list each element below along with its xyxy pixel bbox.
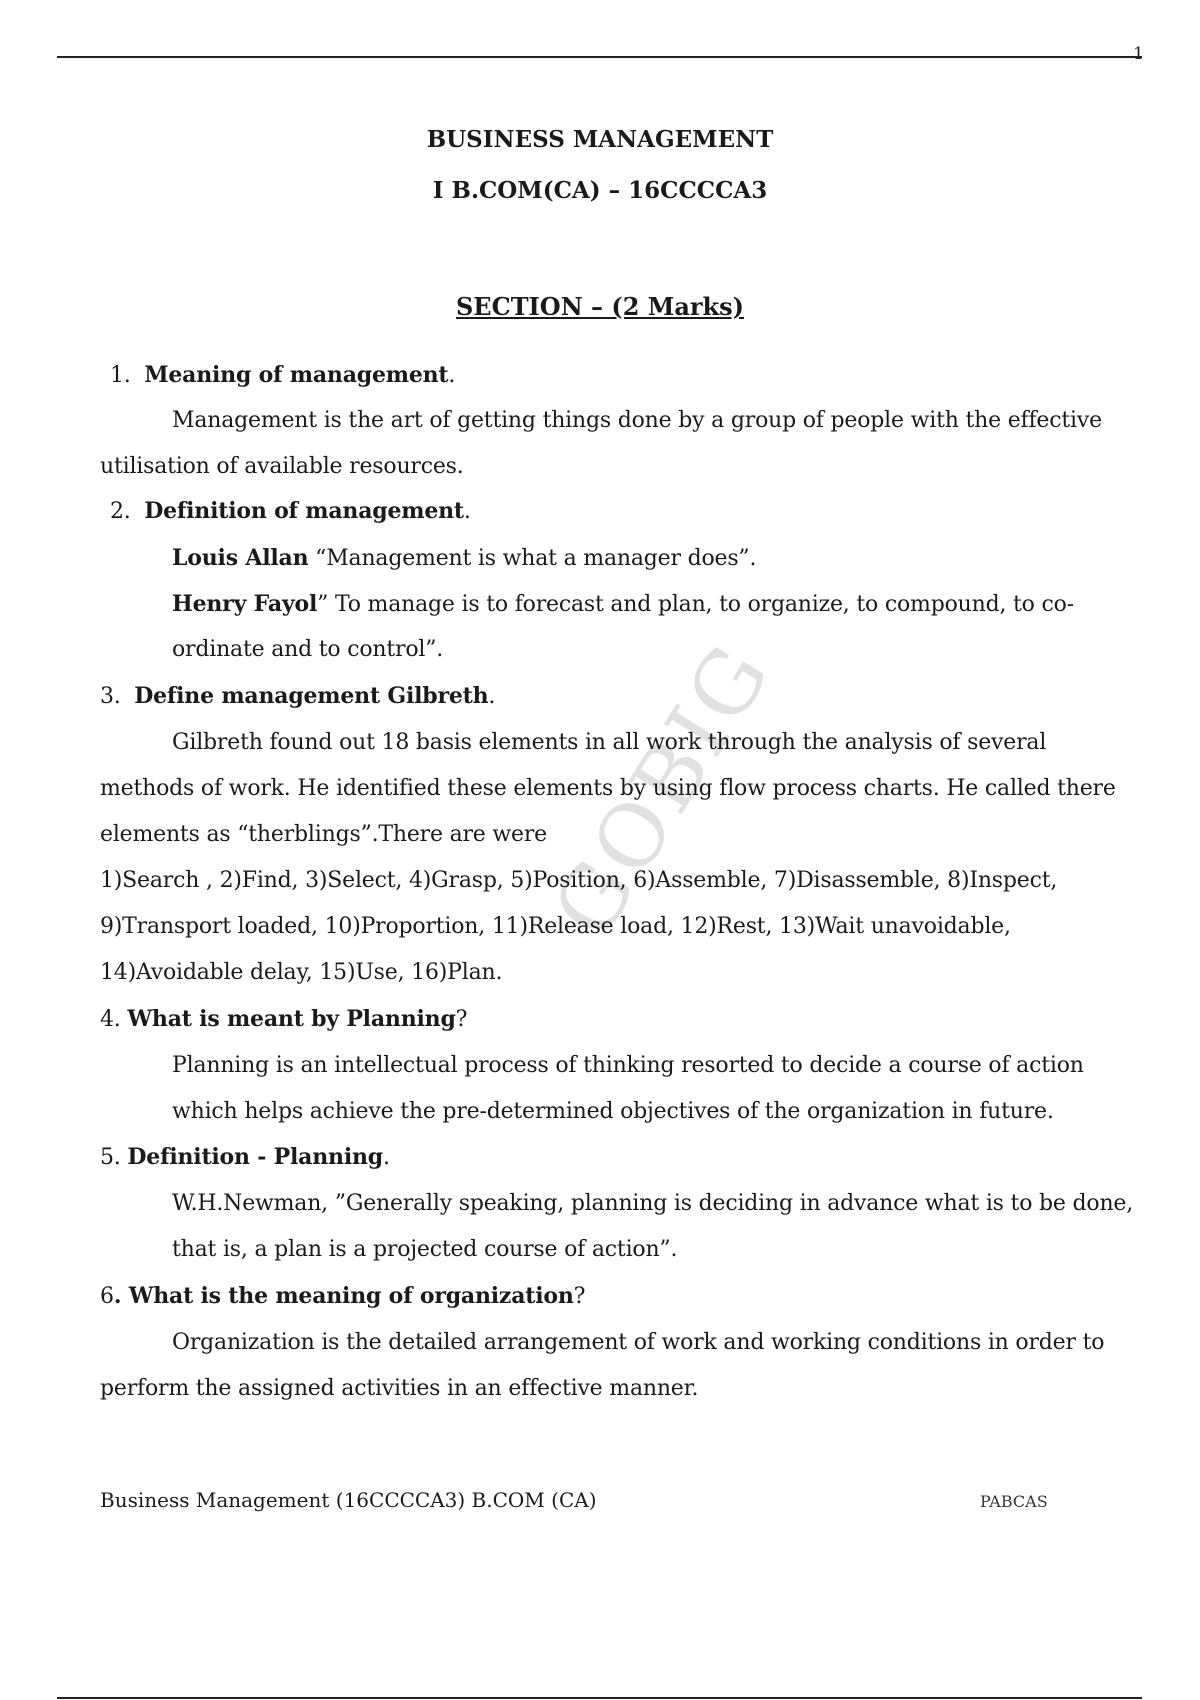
question-title: What is meant by Planning bbox=[127, 1006, 456, 1032]
document-title: BUSINESS MANAGEMENT bbox=[426, 126, 774, 153]
answer-line: Planning is an intellectual process of thinking resorted to decide a course of action bbox=[172, 1053, 1084, 1078]
answer-line: Gilbreth found out 18 basis elements in all work through the analysis of several bbox=[172, 730, 1047, 755]
question-2-heading bbox=[110, 498, 471, 524]
question-number: 4. bbox=[100, 1007, 121, 1032]
question-5-heading bbox=[100, 1144, 390, 1170]
course-code: I B.COM(CA) – 16CCCCA3 bbox=[432, 177, 768, 204]
question-number: 1. bbox=[110, 363, 131, 388]
question-number: 6 bbox=[100, 1284, 114, 1309]
footer-institution: PABCAS bbox=[980, 1492, 1048, 1511]
answer-line: that is, a plan is a projected course of action”. bbox=[172, 1237, 678, 1262]
question-number: 2. bbox=[110, 499, 131, 524]
answer-line: methods of work. He identified these elements by using flow process charts. He called there bbox=[100, 776, 1116, 801]
page-number: 1 bbox=[1133, 44, 1144, 64]
question-title: . What is the meaning of organization bbox=[113, 1283, 574, 1309]
question-punct: . bbox=[382, 1145, 390, 1170]
footer-course: Business Management (16CCCCA3) B.COM (CA) bbox=[100, 1488, 597, 1512]
bottom-rule bbox=[57, 1697, 1142, 1699]
therbligs-list: 1)Search , 2)Find, 3)Select, 4)Grasp, 5)Position, 6)Assemble, 7)Disassemble, 8)Inspect, bbox=[100, 868, 1058, 893]
question-3-heading bbox=[100, 683, 495, 709]
question-1-heading bbox=[110, 362, 455, 388]
question-title: Definition of management bbox=[144, 498, 464, 524]
section-heading: SECTION – (2 Marks) bbox=[455, 292, 745, 321]
author-name: Henry Fayol bbox=[172, 591, 318, 617]
question-punct: ? bbox=[455, 1007, 468, 1032]
therbligs-list: 14)Avoidable delay, 15)Use, 16)Plan. bbox=[100, 960, 503, 985]
question-punct: . bbox=[448, 363, 456, 388]
definition-text: “Management is what a manager does”. bbox=[308, 546, 757, 571]
top-rule bbox=[57, 56, 1142, 58]
question-number: 5. bbox=[100, 1145, 121, 1170]
question-punct: ? bbox=[573, 1284, 586, 1309]
question-punct: . bbox=[488, 684, 496, 709]
answer-line: ordinate and to control”. bbox=[172, 637, 444, 662]
definition-text: ” To manage is to forecast and plan, to organize, to compound, to co- bbox=[317, 592, 1074, 617]
question-punct: . bbox=[463, 499, 471, 524]
watermark: GOBIG bbox=[534, 625, 792, 955]
answer-line: Organization is the detailed arrangement of work and working conditions in order to bbox=[172, 1330, 1105, 1355]
definition-louis-allan bbox=[172, 545, 756, 571]
question-number: 3. bbox=[100, 684, 121, 709]
answer-line: W.H.Newman, ”Generally speaking, planning is deciding in advance what is to be done, bbox=[172, 1191, 1134, 1216]
question-title: Meaning of management bbox=[144, 362, 449, 388]
question-title: Definition - Planning bbox=[127, 1144, 383, 1170]
answer-line: which helps achieve the pre-determined objectives of the organization in future. bbox=[172, 1099, 1054, 1124]
answer-line: utilisation of available resources. bbox=[100, 454, 464, 479]
question-4-heading bbox=[100, 1006, 467, 1032]
answer-line: perform the assigned activities in an effective manner. bbox=[100, 1376, 699, 1401]
question-title: Define management Gilbreth bbox=[134, 683, 489, 709]
answer-line: Management is the art of getting things done by a group of people with the effective bbox=[172, 408, 1102, 433]
author-name: Louis Allan bbox=[172, 545, 309, 571]
definition-henry-fayol bbox=[172, 591, 1074, 617]
therbligs-list: 9)Transport loaded, 10)Proportion, 11)Release load, 12)Rest, 13)Wait unavoidable, bbox=[100, 914, 1011, 939]
answer-line: elements as “therblings”.There are were bbox=[100, 822, 548, 847]
question-6-heading bbox=[100, 1283, 585, 1309]
